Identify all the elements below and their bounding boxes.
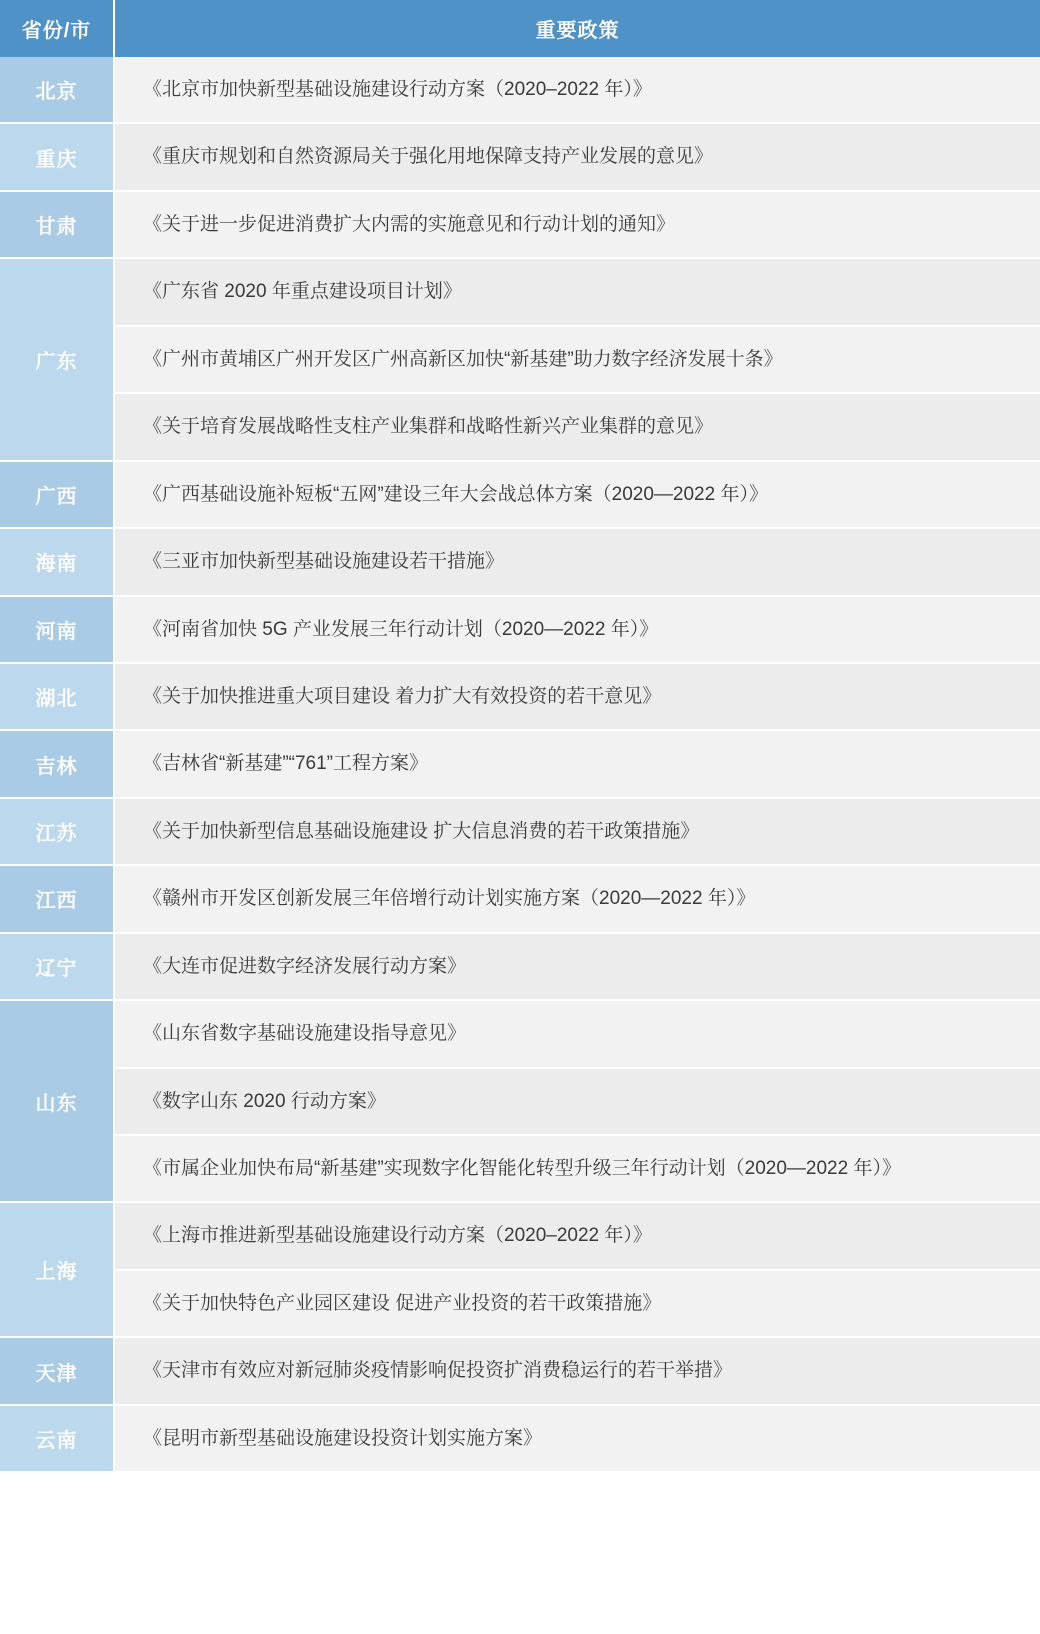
province-cell: 江西 — [0, 865, 114, 932]
province-cell: 云南 — [0, 1405, 114, 1472]
table-row — [0, 393, 1040, 460]
table-row — [0, 596, 1040, 663]
policy-cell: 《数字山东 2020 行动方案》 — [114, 1068, 1040, 1135]
province-cell: 吉林 — [0, 730, 114, 797]
policy-cell: 《大连市促进数字经济发展行动方案》 — [114, 933, 1040, 1000]
policy-cell: 《关于培育发展战略性支柱产业集群和战略性新兴产业集群的意见》 — [114, 393, 1040, 460]
province-cell: 广东 — [0, 258, 114, 460]
province-cell: 河南 — [0, 596, 114, 663]
table-body — [0, 57, 1040, 1472]
policy-cell: 《关于加快新型信息基础设施建设 扩大信息消费的若干政策措施》 — [114, 798, 1040, 865]
table-row — [0, 191, 1040, 258]
table-row — [0, 123, 1040, 190]
table-row — [0, 1337, 1040, 1404]
table-row — [0, 1202, 1040, 1269]
table-row — [0, 663, 1040, 730]
table-row — [0, 326, 1040, 393]
table-row — [0, 865, 1040, 932]
policy-cell: 《昆明市新型基础设施建设投资计划实施方案》 — [114, 1405, 1040, 1472]
column-header-policy: 重要政策 — [114, 0, 1040, 57]
column-header-province: 省份/市 — [0, 0, 114, 57]
table-row — [0, 1000, 1040, 1067]
table-row — [0, 730, 1040, 797]
province-cell: 甘肃 — [0, 191, 114, 258]
province-cell: 山东 — [0, 1000, 114, 1202]
province-cell: 天津 — [0, 1337, 114, 1404]
province-cell: 湖北 — [0, 663, 114, 730]
table-row — [0, 1270, 1040, 1337]
policy-cell: 《广西基础设施补短板“五网”建设三年大会战总体方案（2020—2022 年）》 — [114, 461, 1040, 528]
table-row — [0, 461, 1040, 528]
province-cell: 辽宁 — [0, 933, 114, 1000]
policy-cell: 《广州市黄埔区广州开发区广州高新区加快“新基建”助力数字经济发展十条》 — [114, 326, 1040, 393]
policy-cell: 《上海市推进新型基础设施建设行动方案（2020–2022 年）》 — [114, 1202, 1040, 1269]
table-row — [0, 528, 1040, 595]
policy-cell: 《广东省 2020 年重点建设项目计划》 — [114, 258, 1040, 325]
table-row — [0, 933, 1040, 1000]
table-row — [0, 1405, 1040, 1472]
policy-cell: 《吉林省“新基建”“761”工程方案》 — [114, 730, 1040, 797]
policy-cell: 《关于加快特色产业园区建设 促进产业投资的若干政策措施》 — [114, 1270, 1040, 1337]
province-cell: 广西 — [0, 461, 114, 528]
table-header-row — [0, 0, 1040, 57]
province-cell: 江苏 — [0, 798, 114, 865]
policy-cell: 《市属企业加快布局“新基建”实现数字化智能化转型升级三年行动计划（2020—2022 年）》 — [114, 1135, 1040, 1202]
policy-cell: 《北京市加快新型基础设施建设行动方案（2020–2022 年）》 — [114, 57, 1040, 123]
policy-cell: 《重庆市规划和自然资源局关于强化用地保障支持产业发展的意见》 — [114, 123, 1040, 190]
table-row — [0, 57, 1040, 123]
table-header — [0, 0, 1040, 57]
table-row — [0, 1068, 1040, 1135]
policy-cell: 《河南省加快 5G 产业发展三年行动计划（2020—2022 年）》 — [114, 596, 1040, 663]
province-cell: 海南 — [0, 528, 114, 595]
table-row — [0, 258, 1040, 325]
policy-cell: 《天津市有效应对新冠肺炎疫情影响促投资扩消费稳运行的若干举措》 — [114, 1337, 1040, 1404]
table-row — [0, 798, 1040, 865]
table-row — [0, 1135, 1040, 1202]
province-cell: 北京 — [0, 57, 114, 123]
policy-cell: 《三亚市加快新型基础设施建设若干措施》 — [114, 528, 1040, 595]
policy-cell: 《关于进一步促进消费扩大内需的实施意见和行动计划的通知》 — [114, 191, 1040, 258]
policy-cell: 《关于加快推进重大项目建设 着力扩大有效投资的若干意见》 — [114, 663, 1040, 730]
province-cell: 上海 — [0, 1202, 114, 1337]
province-cell: 重庆 — [0, 123, 114, 190]
policy-cell: 《赣州市开发区创新发展三年倍增行动计划实施方案（2020—2022 年）》 — [114, 865, 1040, 932]
policy-cell: 《山东省数字基础设施建设指导意见》 — [114, 1000, 1040, 1067]
